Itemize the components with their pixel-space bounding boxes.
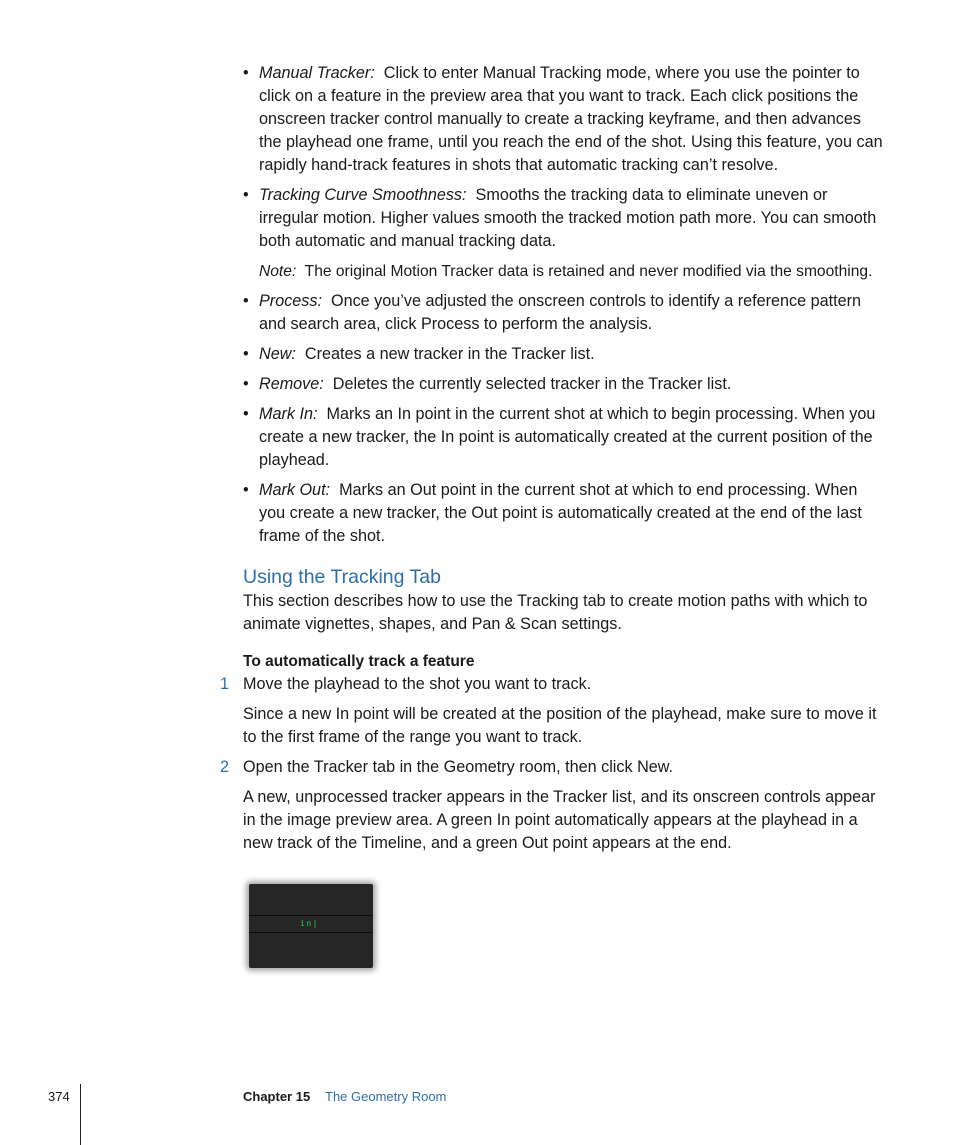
term-description: Once you’ve adjusted the onscreen controls to identify a reference pattern and search area, click Process to perform the analysis.	[259, 292, 861, 333]
bullet-mark-in	[243, 403, 883, 472]
term-description: Deletes the currently selected tracker in the Tracker list.	[332, 375, 732, 393]
track-divider	[249, 915, 373, 916]
step-number: 2	[220, 758, 230, 776]
footer-divider	[80, 1084, 81, 1145]
track-divider	[249, 932, 373, 933]
note	[259, 260, 883, 283]
step-number: 1	[220, 675, 230, 693]
term-label: Manual Tracker:	[259, 64, 375, 82]
bullet-dot: •	[243, 405, 249, 423]
step-result: Since a new In point will be created at the position of the playhead, make sure to move it to the first frame of the range you want to track.	[243, 705, 877, 746]
step-text: Open the Tracker tab in the Geometry room, then click New.	[243, 758, 674, 776]
term-label: New:	[259, 345, 296, 363]
bullet-remove	[243, 373, 883, 396]
term-description: Smooths the tracking data to eliminate uneven or irregular motion. Higher values smooth the tracked motion path more. You can smooth both automatic and manual tracking data.	[259, 186, 877, 250]
section-intro: This section describes how to use the Tracking tab to create motion paths with which to animate vignettes, shapes, and Pan & Scan settings.	[243, 592, 868, 633]
page-number: 374	[48, 1089, 70, 1104]
term-label: Mark In:	[259, 405, 318, 423]
bullet-dot: •	[243, 345, 249, 363]
bullet-manual-tracker	[243, 62, 883, 177]
section-heading: Using the Tracking Tab	[243, 566, 441, 588]
bullet-dot: •	[243, 375, 249, 393]
note-label: Note:	[259, 263, 297, 280]
term-description: Click to enter Manual Tracking mode, where you use the pointer to click on a feature in the preview area that you want to track. Each click positions the onscreen tracker control manually to create a tracking keyframe, and then advances the playhead one frame, until you reach the end of the shot. Using this feature, you can rapidly hand-track features in shots that automatic tracking can’t resolve.	[259, 64, 883, 174]
bullet-dot: •	[243, 64, 249, 82]
step-text: Move the playhead to the shot you want to track.	[243, 675, 592, 693]
term-description: Creates a new tracker in the Tracker list.	[304, 345, 595, 363]
footer-chapter-title: The Geometry Room	[325, 1089, 447, 1104]
step-result: A new, unprocessed tracker appears in the Tracker list, and its onscreen controls appear in the image preview area. A green In point automatically appears at the playhead in a new track of the Timeline, and a green Out point appears at the end.	[243, 788, 876, 852]
bullet-dot: •	[243, 481, 249, 499]
bullet-mark-out	[243, 479, 883, 548]
bullet-tracking-curve-smoothness	[243, 184, 883, 253]
footer-chapter: Chapter 15	[243, 1089, 311, 1104]
timeline-figure	[249, 884, 373, 968]
term-description: Marks an In point in the current shot at which to begin processing. When you create a new tracker, the In point is automatically created at the current position of the playhead.	[259, 405, 876, 469]
bullet-dot: •	[243, 292, 249, 310]
bullet-process	[243, 290, 883, 336]
note-text: The original Motion Tracker data is retained and never modified via the smoothing.	[304, 263, 873, 280]
in-point-marker: in|	[300, 919, 319, 928]
term-label: Mark Out:	[259, 481, 331, 499]
term-label: Tracking Curve Smoothness:	[259, 186, 467, 204]
term-description: Marks an Out point in the current shot at which to end processing. When you create a new tracker, the Out point is automatically created at the end of the last frame of the shot.	[259, 481, 862, 545]
bullet-dot: •	[243, 186, 249, 204]
term-label: Process:	[259, 292, 322, 310]
bullet-new	[243, 343, 883, 366]
task-title: To automatically track a feature	[243, 653, 475, 670]
term-label: Remove:	[259, 375, 324, 393]
